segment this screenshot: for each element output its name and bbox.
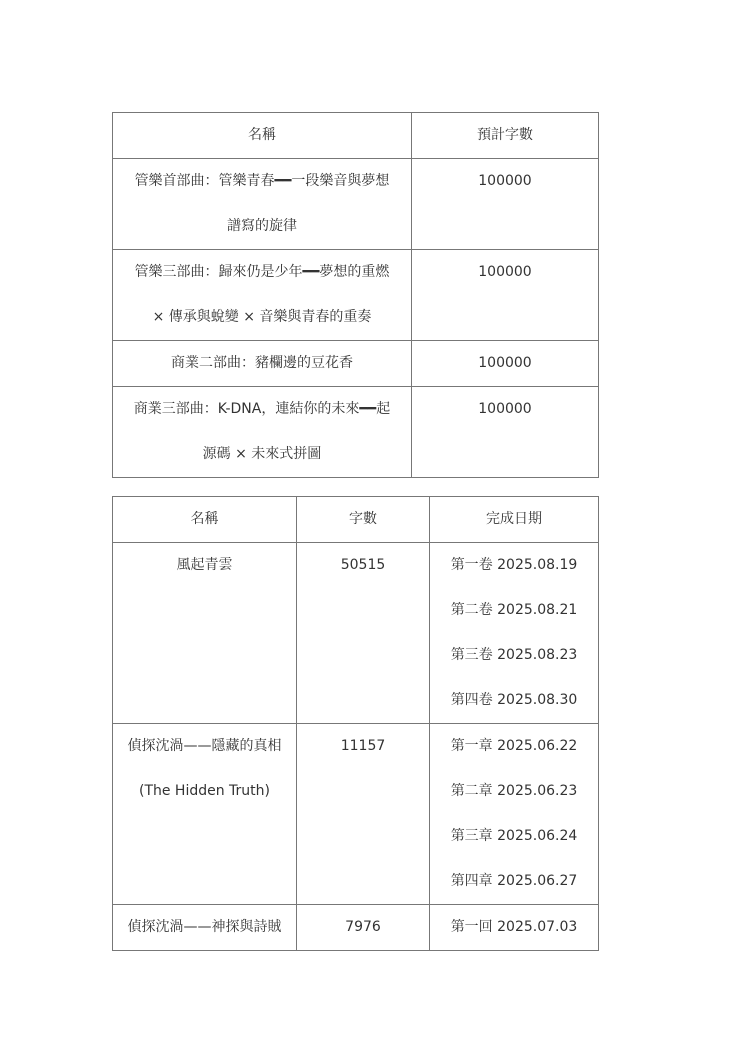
- name-line: 風起青雲: [176, 557, 233, 573]
- count-text: 100000: [478, 173, 532, 189]
- header-text: 完成日期: [486, 511, 542, 527]
- count-cell: [412, 387, 599, 478]
- name-line: 偵探沈渦——神探與詩賊: [127, 919, 282, 935]
- date-line: 第一章 2025.06.22: [450, 738, 578, 754]
- dates-cell: [430, 543, 599, 724]
- date-line: 第三卷 2025.08.23: [450, 647, 578, 663]
- header-text: 預計字數: [477, 127, 533, 143]
- table-row: [113, 341, 599, 387]
- table-header-row: [113, 497, 599, 543]
- planned-works-table: [112, 112, 599, 478]
- date-line: 第一回 2025.07.03: [450, 919, 578, 935]
- header-count: [297, 497, 430, 543]
- date-line: 第三章 2025.06.24: [450, 828, 578, 844]
- name-line: 譜寫的旋律: [227, 218, 297, 234]
- count-text: 50515: [340, 557, 386, 573]
- date-line: 第二章 2025.06.23: [450, 783, 578, 799]
- name-line: 源碼 × 未來式拼圖: [202, 446, 322, 462]
- table-row: [113, 250, 599, 341]
- date-line: 第四卷 2025.08.30: [450, 692, 578, 708]
- count-text: 7976: [345, 919, 381, 935]
- count-cell: [297, 905, 430, 951]
- header-text: 名稱: [190, 511, 219, 527]
- count-text: 100000: [478, 401, 532, 417]
- name-cell: [113, 250, 412, 341]
- name-line: 偵探沈渦——隱藏的真相: [127, 738, 282, 754]
- completed-works-table: [112, 496, 599, 951]
- name-cell: [113, 543, 297, 724]
- count-cell: [297, 543, 430, 724]
- name-cell: [113, 159, 412, 250]
- dates-cell: [430, 905, 599, 951]
- table-row: [113, 159, 599, 250]
- name-line: 商業二部曲：豬欄邊的豆花香: [171, 355, 353, 371]
- dates-cell: [430, 724, 599, 905]
- count-cell: [297, 724, 430, 905]
- count-cell: [412, 341, 599, 387]
- date-line: 第二卷 2025.08.21: [450, 602, 578, 618]
- name-cell: [113, 341, 412, 387]
- header-planned-count: [412, 113, 599, 159]
- table-row: [113, 905, 599, 951]
- count-text: 100000: [478, 264, 532, 280]
- count-text: 100000: [478, 355, 532, 371]
- count-text: 11157: [340, 738, 386, 754]
- name-cell: [113, 724, 297, 905]
- header-name: [113, 497, 297, 543]
- count-cell: [412, 159, 599, 250]
- table-row: [113, 543, 599, 724]
- name-line: 管樂首部曲：管樂青春━━一段樂音與夢想: [134, 173, 390, 189]
- date-line: 第四章 2025.06.27: [450, 873, 578, 889]
- name-line: 管樂三部曲：歸來仍是少年━━夢想的重燃: [134, 264, 390, 280]
- name-line: 商業三部曲：K-DNA，連結你的未來━━起: [133, 401, 391, 417]
- table-row: [113, 724, 599, 905]
- table-row: [113, 387, 599, 478]
- header-text: 名稱: [248, 127, 276, 143]
- table-header-row: [113, 113, 599, 159]
- count-cell: [412, 250, 599, 341]
- name-line: (The Hidden Truth): [138, 783, 271, 799]
- date-line: 第一卷 2025.08.19: [450, 557, 578, 573]
- header-text: 字數: [349, 511, 377, 527]
- name-cell: [113, 905, 297, 951]
- name-line: × 傳承與蛻變 × 音樂與青春的重奏: [152, 309, 372, 325]
- name-cell: [113, 387, 412, 478]
- header-name: [113, 113, 412, 159]
- header-completion-date: [430, 497, 599, 543]
